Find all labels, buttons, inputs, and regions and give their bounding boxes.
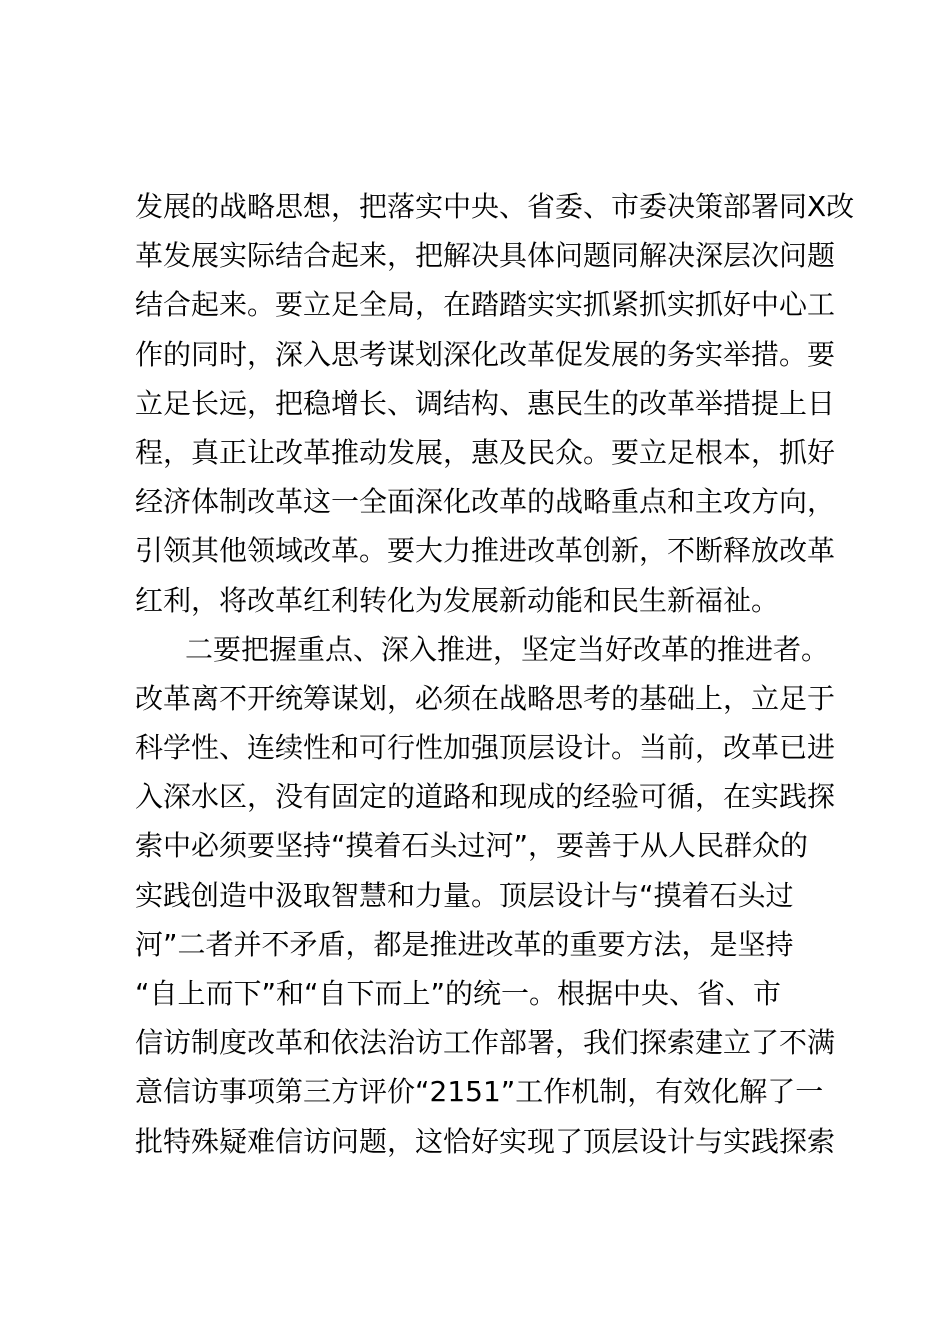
text-line: 科学性、连续性和可行性加强顶层设计。当前，改革已进 bbox=[135, 731, 836, 765]
paragraph-heading: 二要把握重点、深入推进，坚定当好改革的推进者。 bbox=[185, 632, 830, 666]
text-line: 入深水区，没有固定的道路和现成的经验可循，在实践探 bbox=[135, 780, 836, 814]
text-line: 立足长远，把稳增长、调结构、惠民生的改革举措提上日 bbox=[135, 386, 836, 420]
text-line: 批特殊疑难信访问题，这恰好实现了顶层设计与实践探索 bbox=[135, 1124, 836, 1158]
text-line: 实践创造中汲取智慧和力量。顶层设计与“摸着石头过 bbox=[135, 878, 794, 912]
text-line: 红利，将改革红利转化为发展新动能和民生新福祉。 bbox=[135, 583, 780, 617]
text-line: 信访制度改革和依法治访工作部署，我们探索建立了不满 bbox=[135, 1026, 836, 1060]
text-line: 经济体制改革这一全面深化改革的战略重点和主攻方向， bbox=[135, 485, 836, 519]
text-line: 作的同时，深入思考谋划深化改革促发展的务实举措。要 bbox=[135, 337, 836, 371]
body-text bbox=[135, 182, 855, 1166]
text-line: 革发展实际结合起来，把解决具体问题同解决深层次问题 bbox=[135, 239, 836, 273]
text-line: 河”二者并不矛盾，都是推进改革的重要方法，是坚持 bbox=[135, 927, 794, 961]
text-line: 意信访事项第三方评价“2151”工作机制，有效化解了一 bbox=[135, 1075, 824, 1109]
text-line: 发展的战略思想，把落实中央、省委、市委决策部署同X改 bbox=[135, 190, 855, 223]
text-line: 结合起来。要立足全局，在踏踏实实抓紧抓实抓好中心工 bbox=[135, 288, 836, 322]
text-line: “自上而下”和“自下而上”的统一。根据中央、省、市 bbox=[135, 977, 782, 1010]
text-line: 改革离不开统筹谋划，必须在战略思考的基础上，立足于 bbox=[135, 681, 836, 715]
text-line: 索中必须要坚持“摸着石头过河”，要善于从人民群众的 bbox=[135, 829, 809, 863]
text-line: 程，真正让改革推动发展，惠及民众。要立足根本，抓好 bbox=[135, 435, 836, 469]
text-line: 引领其他领域改革。要大力推进改革创新，不断释放改革 bbox=[135, 534, 836, 568]
